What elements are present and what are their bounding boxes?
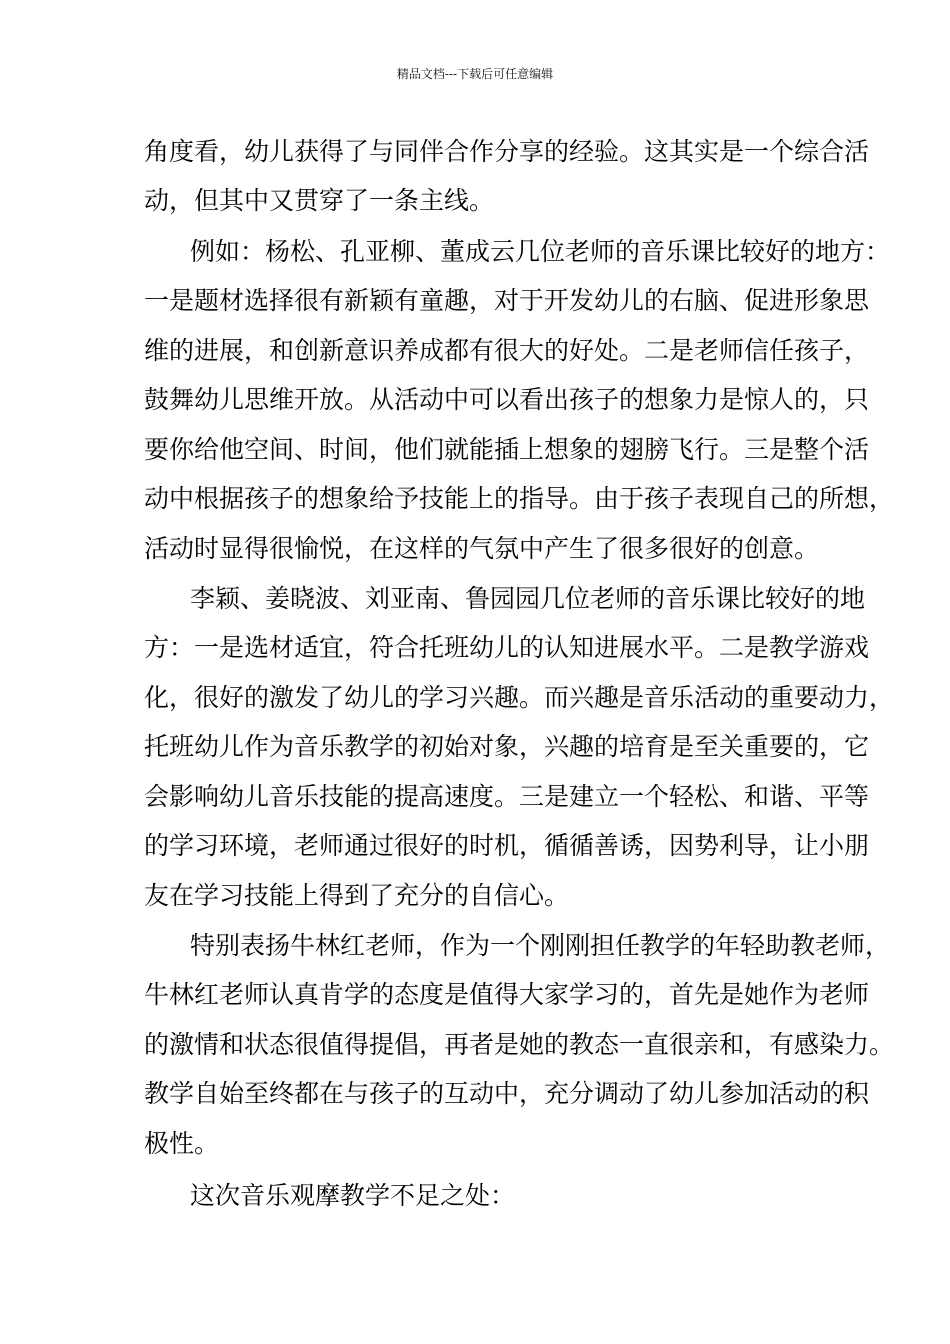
text-line: 一是题材选择很有新颖有童趣，对于开发幼儿的右脑、促进形象思 — [144, 286, 870, 315]
paragraph-first-line: 特别表扬牛林红老师，作为一个刚刚担任教学的年轻助教老师， — [190, 931, 891, 960]
text-line: 教学自始至终都在与孩子的互动中，充分调动了幼儿参加活动的积 — [144, 1079, 870, 1108]
text-line: 会影响幼儿音乐技能的提高速度。三是建立一个轻松、和谐、平等 — [144, 782, 870, 811]
text-line: 动中根据孩子的想象给予技能上的指导。由于孩子表现自己的所想， — [144, 484, 895, 513]
text-line: 托班幼儿作为音乐教学的初始对象，兴趣的培育是至关重要的，它 — [144, 732, 870, 761]
text-line: 的学习环境，老师通过很好的时机，循循善诱，因势利导，让小朋 — [144, 831, 870, 860]
text-line: 活动时显得很愉悦，在这样的气氛中产生了很多很好的创意。 — [144, 534, 820, 563]
page-header: 精品文档---下载后可任意编辑 — [396, 67, 554, 81]
text-line: 维的进展，和创新意识养成都有很大的好处。二是老师信任孩子， — [144, 336, 870, 365]
text-line: 要你给他空间、时间，他们就能插上想象的翅膀飞行。三是整个活 — [144, 435, 870, 464]
text-line: 牛林红老师认真肯学的态度是值得大家学习的，首先是她作为老师 — [144, 980, 870, 1009]
paragraph-first-line: 这次音乐观摩教学不足之处： — [190, 1181, 516, 1210]
text-line: 化，很好的激发了幼儿的学习兴趣。而兴趣是音乐活动的重要动力， — [144, 683, 895, 712]
text-line: 鼓舞幼儿思维开放。从活动中可以看出孩子的想象力是惊人的，只 — [144, 385, 870, 414]
text-line: 方：一是选材适宜，符合托班幼儿的认知进展水平。二是教学游戏 — [144, 633, 870, 662]
paragraph-first-line: 李颖、姜晓波、刘亚南、鲁园园几位老师的音乐课比较好的地 — [190, 584, 866, 613]
paragraph-first-line: 例如：杨松、孔亚柳、董成云几位老师的音乐课比较好的地方： — [190, 237, 891, 266]
text-line: 角度看，幼儿获得了与同伴合作分享的经验。这其实是一个综合活 — [144, 137, 870, 166]
text-line: 友在学习技能上得到了充分的自信心。 — [144, 881, 570, 910]
text-line: 动，但其中又贯穿了一条主线。 — [144, 186, 495, 215]
text-line: 极性。 — [144, 1129, 220, 1158]
text-line: 的激情和状态很值得提倡，再者是她的教态一直很亲和，有感染力。 — [144, 1030, 895, 1059]
